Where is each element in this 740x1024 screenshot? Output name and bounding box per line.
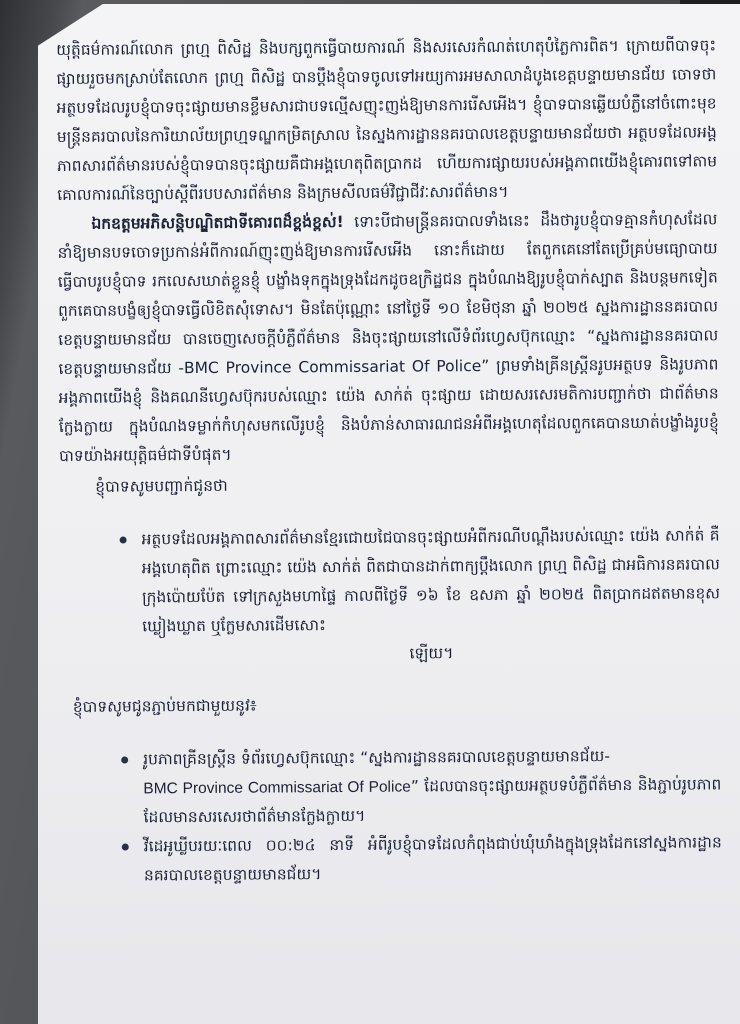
attachment-screenshot-a: រូបភាពគ្រីនស្ត្រីន ទំព័រហ្វេសប៊ុកឈ្មោះ “ស្នងការដ្ឋាននគរបាលខេត្តបន្ទាយមានជ័យ- bbox=[143, 747, 610, 769]
paragraph-detention bbox=[57, 205, 719, 471]
attachments-list bbox=[61, 741, 722, 891]
bullet-icon bbox=[120, 537, 127, 544]
attachment-screenshot-c: ” ដែលបានចុះផ្សាយអត្ថបទបំភ្លឺព័ត៌មាន និងភ្ជាប់រូបភាពដែលមានសរសេរថាព័ត៌មានក្លែងក្លាយ។ bbox=[143, 775, 722, 827]
confirm-statement: អត្ថបទដែលអង្គភាពសារព័ត៌មានខ្មែរជោយជៃបានចុះផ្សាយអំពីករណីបណ្ដឹងរបស់ឈ្មោះ យ៉េង សាក់ត់ គឺអង្គហេតុពិត ព្រោះឈ្មោះ យ៉េង សាក់ត់ ពិតជាបានដាក់ពាក្យប្ដឹងលោក ព្រហ្ម ពិសិដ្ឋ ជាអធិការនគរបាលក្រុងប៉ោយប៉ែត ទៅក្រសួងមហាផ្ទៃ កាលពីថ្ងៃទី ១៦ ខែ ឧសភា ឆ្នាំ ២០២៥ ពិតប្រាកដឥតមានខុសឃ្លៀងឃ្លាត ឬក្លែមសារដើមសោះ bbox=[141, 526, 721, 636]
attachments-heading: ខ្ញុំបាទសូមជូនភ្ជាប់មកជាមួយនូវ៖ bbox=[72, 696, 257, 716]
bullet-icon bbox=[122, 844, 129, 851]
document-page bbox=[56, 15, 723, 1020]
salutation: ឯកឧត្តមអភិសន្តិបណ្ឌិតជាទីគោរពដ៏ខ្ពង់ខ្ពស់! bbox=[91, 212, 344, 233]
attachment-screenshot-page-name: BMC Province Commissariat Of Police bbox=[143, 778, 411, 798]
list-item bbox=[120, 521, 721, 670]
paragraph-detention-body: ទោះបីជាមន្ត្រីនគរបាលទាំងនេះ ដឹងថារូបខ្ញុំបាទគ្មានកំហុសដែលនាំឱ្យមានបទចោទប្រកាន់អំពីការណ៍ញុះញង់ឱ្យមានការរើសអើង នោះក៏ដោយ តែពួកគេនៅតែប្រើគ្រប់មធ្យោបាយធ្វើបាបរូបខ្ញុំបាទ រកលេសឃាត់ខ្លួនខ្ញុំ បង្ខាំងទុកក្នុងទ្រុងដែកដូចឧក្រិដ្ឋជន ក្នុងបំណងឱ្យរូបខ្ញុំបាក់ស្បាត និងបន្ដមកទៀតពួកគេបានបង្ខំឲ្យខ្ញុំបាទធ្វើលិខិតសុំទោស។ មិនតែប៉ុណ្ណោះ នៅថ្ងៃទី ១០ ខែមិថុនា ឆ្នាំ ២០២៥ ស្នងការដ្ឋាននគរបាលខេត្តបន្ទាយមានជ័យ បានចេញសេចក្តីបំភ្លឺព័ត៌មាន និងចុះផ្សាយនៅលើទំព័រហ្វេសប៊ុកឈ្មោះ “ស្នងការដ្ឋាននគរបាលខេត្តបន្ទាយមានជ័យ -BMC Province Commissariat Of Police” ព្រមទាំងគ្រីនស្ត្រីនរូបអត្ថបទ និងរូបភាពអង្គភាពយើងខ្ញុំ និងគណនីហ្វេសប៊ុករបស់ឈ្មោះ យ៉េង សាក់ត់ ចុះផ្សាយ ដោយសរសេរមតិការបញ្ជាក់ថា ជាព័ត៌មានក្លែងក្លាយ ក្នុងបំណងទម្លាក់កំហុសមកលើរូបខ្ញុំ និងបំភាន់សាធារណជនអំពីអង្គហេតុដែលពួកគេបានឃាត់បង្ខាំងរូបខ្ញុំបាទយ៉ាងអយុត្តិធម៌ជាទីបំផុត។ bbox=[57, 210, 719, 465]
list-item bbox=[122, 828, 722, 890]
list-item bbox=[121, 741, 722, 832]
attachment-video: វីដេអូឃ្លីបរយៈពេល ០០:២៤ នាទី អំពីរូបខ្ញុំបាទដែលកំពុងជាប់ឃុំឃាំងក្នុងទ្រុងដែកនៅស្នងការដ្ឋាននគរបាលខេត្តបន្ទាយមានជ័យ។ bbox=[143, 833, 722, 885]
paragraph-complaint-background: យុត្តិធម៌ការណ៍លោក ព្រហ្ម ពិសិដ្ឋ និងបក្សពួកធ្វើបាយការណ៍ និងសរសេរកំណត់ហេតុបំភ្លៃការពិត។ ក្រោយពីបាទចុះផ្សាយរួចមកស្រាប់តែលោក ព្រហ្ម ពិសិដ្ឋ បានប្ដឹងខ្ញុំបាទចូលទៅអយ្យការអមសាលាដំបូងខេត្តបន្ទាយមានជ័យ ចោទថាអត្ថបទដែលរូបខ្ញុំបាទចុះផ្សាយមានខ្លឹមសារជាបទល្មើសញុះញង់ឱ្យមានការរើសអើង។ ខ្ញុំបាទបានឆ្លើយបំភ្លឺនៅចំពោះមុខមន្ត្រីនគរបាលនៃការិយាល័យព្រហ្មទណ្ឌកម្រិតស្រាល នៃស្នងការដ្ឋាននគរបាលខេត្តបន្ទាយមានជ័យថា អត្ថបទដែលអង្គភាពសារព័ត៌មានរបស់ខ្ញុំបាទបានចុះផ្សាយគឺជាអង្គហេតុពិតប្រាកដ ហើយការផ្សាយរបស់អង្គភាពយើងខ្ញុំគោរពទៅតាមគោលការណ៍នៃច្បាប់ស្ដីពីរបបសារព័ត៌មាន និងក្រមសីលធម៌វិជ្ជាជីវៈសារព័ត៌មាន។ bbox=[56, 36, 718, 204]
confirm-list bbox=[60, 521, 721, 671]
confirm-heading: ខ្ញុំបាទសូមបញ្ជាក់ជូនថា bbox=[95, 476, 228, 496]
bullet-icon bbox=[121, 757, 128, 764]
confirm-statement-end: ឡើយ។ bbox=[409, 644, 454, 663]
